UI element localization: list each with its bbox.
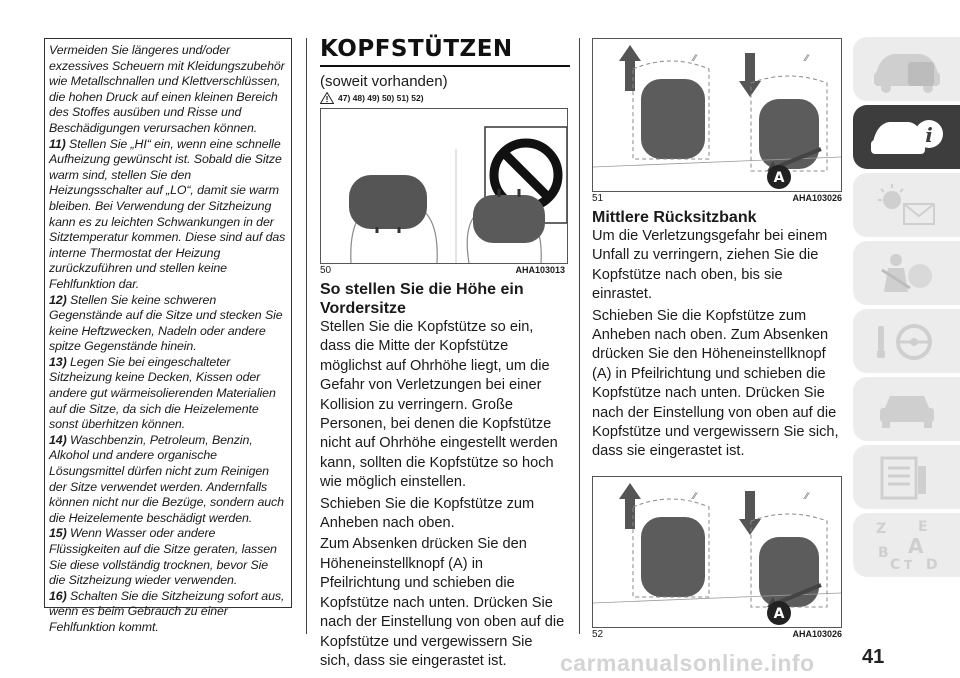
paragraph: Um die Verletzungsgefahr bei einem Unfall zu verringern, ziehen Sie die Kopfstütze nach oben, bis sie einrastet.	[592, 228, 828, 303]
right-column	[592, 38, 842, 640]
note-15	[49, 526, 287, 588]
note-number: 16)	[49, 588, 67, 603]
paragraph: Schieben Sie die Kopfstütze zum Anheben nach oben. Zum Absenken drücken Sie den Höheneinstellknopf (A) in Pfeilrichtung und schieben die Kopfstütze nach unten. Drücken Sie nach der Einstellung von oben auf die Kopfstütze und vergewissern Sie sich, dass sie eingerastet ist.	[592, 307, 839, 460]
headrest-illustration	[321, 109, 567, 263]
middle-column	[320, 36, 565, 673]
note-number: 14)	[49, 432, 67, 447]
callout-label: A	[773, 170, 785, 186]
svg-text:⁄⁄: ⁄⁄	[805, 491, 809, 502]
paragraph: Schieben Sie die Kopfstütze zum Anheben nach oben.	[320, 495, 535, 532]
index-letter: T	[903, 558, 912, 572]
figure-number: 50	[320, 265, 332, 276]
left-column-box	[44, 38, 292, 634]
tab-emergency[interactable]	[853, 377, 960, 441]
note-16	[49, 589, 287, 636]
section-subtitle: (soweit vorhanden)	[320, 73, 448, 90]
svg-text:⁄⁄: ⁄⁄	[693, 54, 697, 64]
note-number: 15)	[49, 526, 67, 541]
tab-car-info[interactable]	[853, 105, 960, 169]
headrest-adjust-illustration	[593, 39, 841, 191]
svg-text:⁄⁄: ⁄⁄	[805, 54, 809, 64]
note-14	[49, 433, 287, 527]
figure-number: 52	[592, 628, 604, 640]
airbag-safety-icon	[870, 248, 944, 298]
note-13	[49, 355, 287, 433]
headrest-figure-51	[592, 38, 842, 192]
index-letter: E	[917, 519, 928, 535]
tab-warning-lights[interactable]	[853, 173, 960, 237]
warning-triangle-icon	[320, 92, 334, 104]
headrest-figure-52	[592, 476, 842, 628]
warning-lights-icon	[870, 180, 944, 230]
figure-number: 51	[592, 193, 604, 204]
car-front-icon	[870, 384, 944, 434]
warning-references	[320, 92, 565, 104]
warning-ref-numbers: 47) 48) 49) 50) 51) 52)	[338, 93, 424, 103]
figure-code: AHA103026	[792, 193, 842, 203]
tab-index[interactable]	[853, 513, 960, 577]
tab-safety[interactable]	[853, 241, 960, 305]
note-text: Legen Sie bei eingeschalteter Sitzheizung keine Decken, Kissen oder andere gut wärmeisolierenden Materialien auf die Sitze, da sich die Heizelemente sonst überhitzen können.	[49, 354, 276, 432]
paragraph: Zum Absenken drücken Sie den Höheneinstellknopf (A) in Pfeilrichtung und schieben die Kopfstütze nach unten. Drücken Sie nach der Einstellung von oben auf die Kopfstütze und vergewissern Sie sich, dass sie eingerastet ist.	[320, 536, 565, 669]
note-text: Wenn Wasser oder andere Flüssigkeiten auf die Sitze geraten, lassen Sie diese vollständig trocknen, bevor Sie die Sitzheizung wieder verwenden.	[49, 526, 277, 588]
headrest-figure-50	[320, 108, 568, 264]
section-title: KOPFSTÜTZEN	[320, 36, 570, 67]
tab-dashboard[interactable]	[853, 37, 960, 101]
figure-code: AHA103013	[515, 265, 565, 275]
note-number: 13)	[49, 354, 67, 369]
note-number: 11)	[49, 136, 66, 151]
index-letter: B	[877, 545, 889, 561]
figure-caption	[592, 193, 842, 204]
paragraph: Stellen Sie die Kopfstütze so ein, dass die Mitte der Kopfstütze möglichst auf Ohrhöhe liegt, um die Gefahr von Verletzungen bei einer Kollision zu verringern. Große Personen, bei denen die Kopfstütze nicht auf Ohrhöhe eingestellt werden kann, sollten die Kopfstütze so hoch wie möglich einstellen.	[320, 319, 558, 491]
figure-code: AHA103026	[792, 628, 842, 639]
tab-maintenance[interactable]	[853, 445, 960, 509]
watermark: carmanualsonline.info	[560, 650, 815, 676]
tab-driving[interactable]	[853, 309, 960, 373]
maintenance-list-icon	[870, 452, 944, 502]
car-info-icon	[867, 112, 947, 162]
index-letter: Z	[875, 521, 886, 537]
chapter-tabs	[853, 37, 960, 581]
note-text: Waschbenzin, Petroleum, Benzin, Alkohol und andere organische Lösungsmittel dürfen nicht zum Reinigen der Sitze verwendet werden. Andernfalls können nicht nur die Bezüge, sondern auch die Heizelemente beschädigt werden.	[49, 432, 284, 525]
headrest-adjust-illustration	[593, 477, 841, 627]
svg-text:i: i	[924, 123, 933, 147]
note-text: Schalten Sie die Sitzheizung sofort aus, wenn es beim Gebrauch zu einer Fehlfunktion kommt.	[49, 588, 285, 634]
callout-label: A	[773, 605, 785, 622]
section-body	[592, 227, 842, 462]
section-body	[320, 318, 565, 671]
note-number: 12)	[49, 292, 67, 307]
column-divider	[306, 38, 307, 634]
index-letters-icon	[870, 517, 944, 573]
steering-key-icon	[870, 316, 944, 366]
svg-text:⁄⁄: ⁄⁄	[693, 491, 697, 502]
note-text: Stellen Sie keine schweren Gegenstände auf die Sitze und stecken Sie keine Heftzwecken, Nadeln oder andere spitze Gegenstände hinein.	[49, 292, 283, 354]
note-12	[49, 293, 287, 355]
index-letter: C	[889, 557, 900, 573]
note-11	[49, 137, 287, 293]
figure-caption	[320, 265, 565, 276]
car-dashboard-icon	[870, 44, 944, 94]
note-text: Stellen Sie „HI“ ein, wenn eine schnelle Aufheizung gewünscht ist. Sobald die Sitze warm sind, stellen Sie den Heizungsschalter auf „LO“, damit sie warm bleiben. Bei Verwendung der Sitzheizung kann es zu leichten Schwankungen in der Sitztemperatur kommen. Diese sind auf das interne Thermostat der Heizung zurückzuführen und stellen keine Fehlfunktion dar.	[49, 136, 286, 291]
section-heading: Mittlere Rücksitzbank	[592, 209, 757, 226]
page-number: 41	[862, 646, 885, 668]
intro-paragraph: Vermeiden Sie längeres und/oder exzessives Scheuern mit Kleidungszubehör wie Metallschnallen und Klettverschlüssen, die hohen Druck auf einen kleinen Bereich des Stoffes ausüben und Risse und Beschädigungen verursachen können.	[49, 43, 285, 135]
figure-caption	[592, 629, 842, 640]
section-heading: So stellen Sie die Höhe ein Vordersitze	[320, 281, 524, 317]
index-letter: A	[907, 534, 923, 558]
index-letter: D	[925, 557, 938, 573]
column-divider	[579, 38, 580, 634]
